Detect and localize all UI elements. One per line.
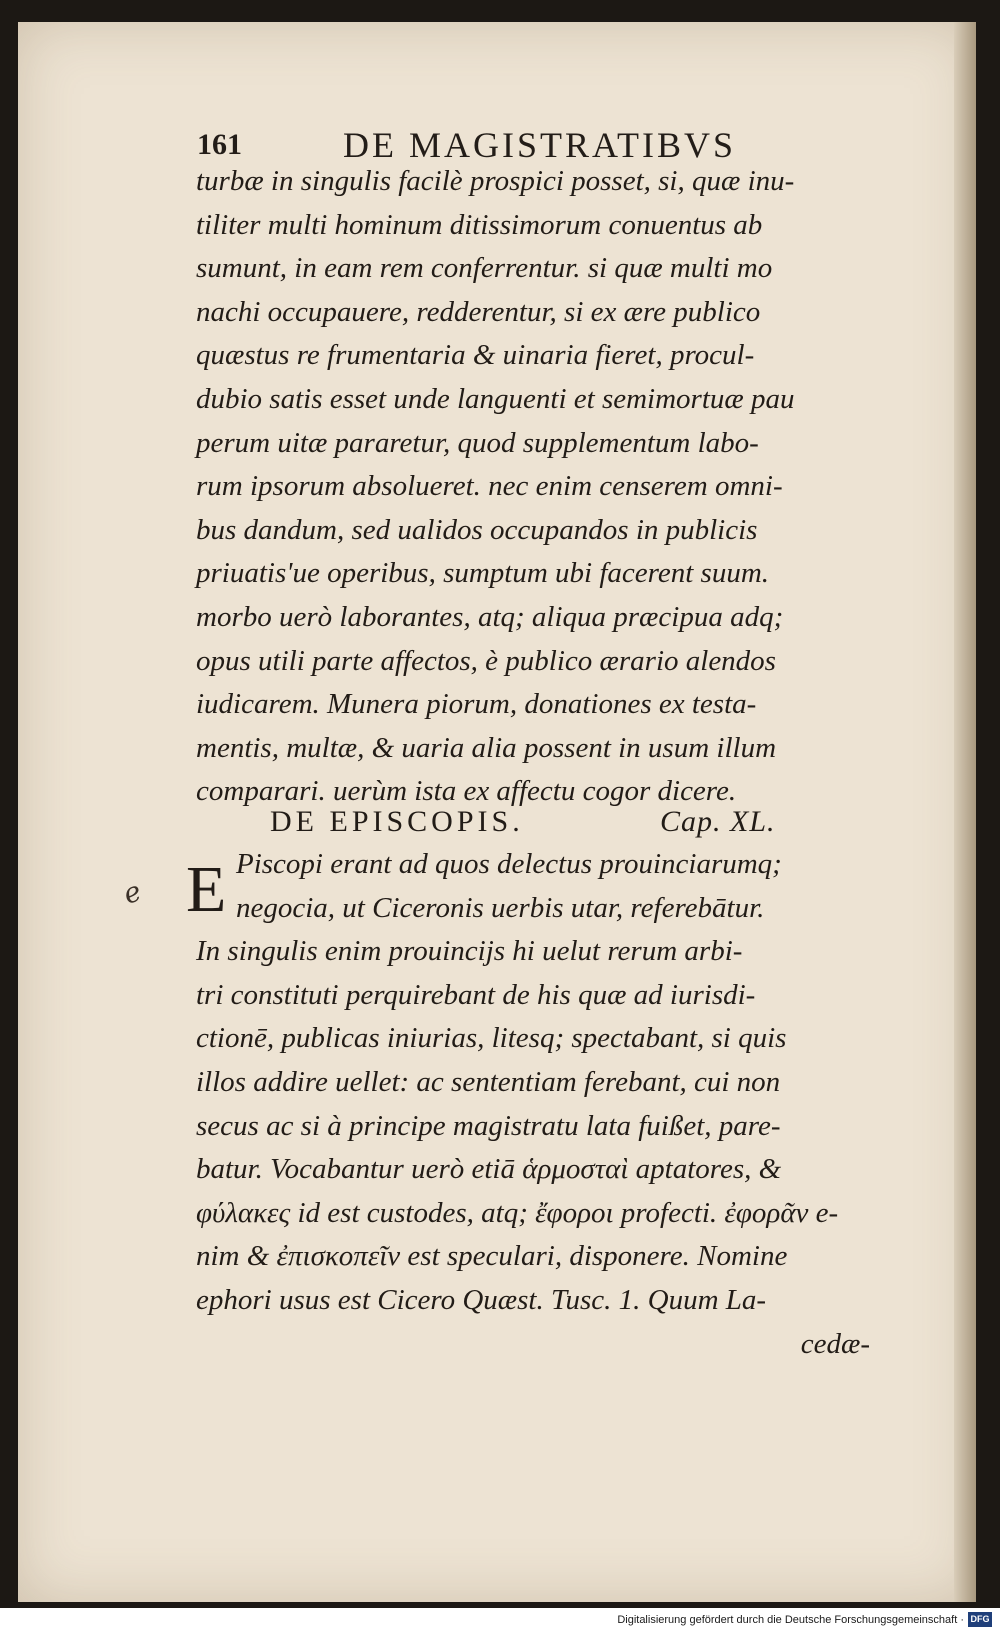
text-line: comparari. uerùm ista ex affectu cogor dicere. bbox=[196, 775, 737, 808]
funding-credit: Digitalisierung gefördert durch die Deutsche Forschungsgemeinschaft · bbox=[617, 1614, 964, 1626]
chapter-heading bbox=[270, 798, 850, 846]
digitization-footer bbox=[0, 1608, 1000, 1632]
chapter-text bbox=[196, 843, 896, 1366]
text-line: batur. Vocabantur uerò etiā ἁρμοσταὶ aptatores, & bbox=[196, 1153, 782, 1186]
text-line: illos addire uellet: ac sententiam ferebant, cui non bbox=[196, 1065, 781, 1098]
text-line: tri constituti perquirebant de his quæ ad iurisdi- bbox=[196, 978, 756, 1011]
text-line: mentis, multæ, & uaria alia possent in usum illum bbox=[196, 731, 777, 764]
text-line: ephori usus est Cicero Quæst. Tusc. 1. Quum La- bbox=[196, 1283, 767, 1316]
text-line: dubio satis esset unde languenti et semimortuæ pau bbox=[196, 382, 795, 415]
text-line: rum ipsorum absolueret. nec enim censerem omni- bbox=[196, 470, 783, 503]
chapter-title: DE EPISCOPIS. bbox=[270, 805, 524, 838]
drop-cap: E bbox=[186, 853, 227, 926]
text-line: In singulis enim prouincijs hi uelut rerum arbi- bbox=[196, 935, 743, 968]
text-line: opus utili parte affectos, è publico ærario alendos bbox=[196, 644, 776, 677]
text-line: secus ac si à principe magistratu lata fuißet, pare- bbox=[196, 1109, 781, 1142]
page-number: 161 bbox=[197, 128, 242, 161]
text-line: perum uitæ pararetur, quod supplementum labo- bbox=[196, 426, 759, 459]
text-line: negocia, ut Ciceronis uerbis utar, referebātur. bbox=[236, 891, 765, 924]
text-line: nim & ἐπισκοπεῖν est speculari, disponere. Nomine bbox=[196, 1240, 788, 1273]
text-line: tiliter multi hominum ditissimorum conuentus ab bbox=[196, 208, 763, 241]
marginal-ink-mark: ℯ bbox=[119, 876, 146, 911]
running-head: DE MAGISTRATIBVS bbox=[343, 125, 737, 165]
chapter-number: Cap. XL. bbox=[660, 805, 776, 838]
text-line: quæstus re frumentaria & uinaria fieret, procul- bbox=[196, 339, 755, 372]
catchword: cedæ- bbox=[800, 1327, 870, 1360]
text-line: φύλακες id est custodes, atq; ἔφοροι profecti. ἐφορᾶν e- bbox=[196, 1196, 839, 1229]
page-edge-shadow bbox=[954, 22, 976, 1602]
text-line: iudicarem. Munera piorum, donationes ex testa- bbox=[196, 688, 757, 721]
text-line: sumunt, in eam rem conferrentur. si quæ multi mo bbox=[196, 252, 773, 285]
text-line: ctionē, publicas iniurias, litesq; spectabant, si quis bbox=[196, 1022, 787, 1055]
text-line: nachi occupauere, redderentur, si ex ære publico bbox=[196, 295, 761, 328]
text-line: turbæ in singulis facilè prospici posset, si, quæ inu- bbox=[196, 165, 795, 197]
text-line: priuatis'ue operibus, sumptum ubi facerent suum. bbox=[196, 557, 770, 590]
text-line: bus dandum, sed ualidos occupandos in publicis bbox=[196, 513, 758, 546]
dfg-logo: DFG bbox=[968, 1612, 992, 1627]
body-text bbox=[196, 160, 896, 814]
text-line: Piscopi erant ad quos delectus prouinciarumq; bbox=[236, 848, 782, 880]
text-line: morbo uerò laborantes, atq; aliqua præcipua adq; bbox=[196, 600, 784, 633]
